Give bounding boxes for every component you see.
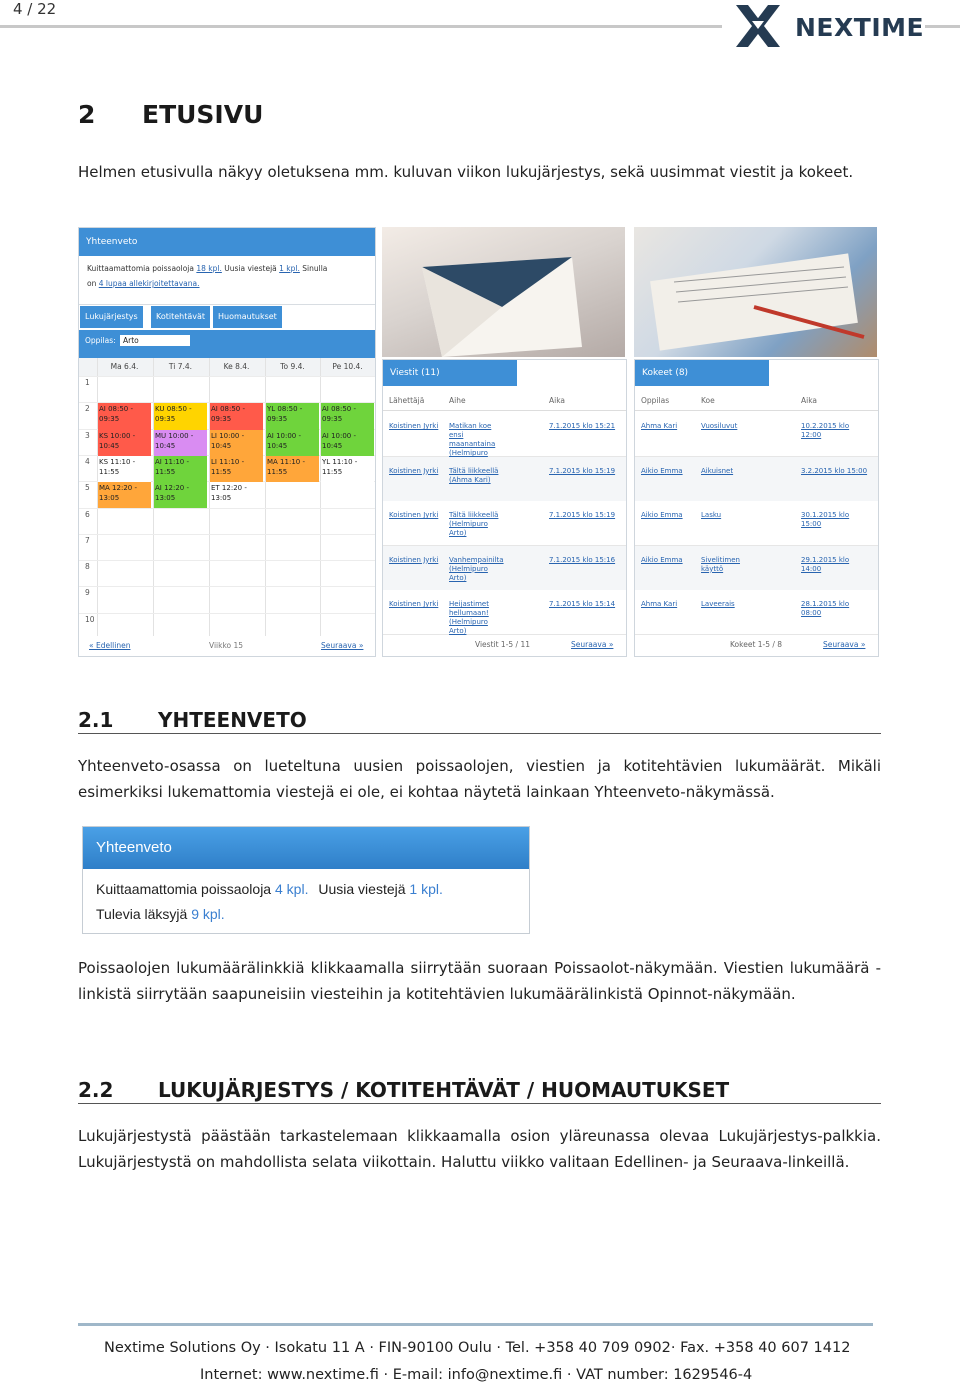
- section-heading: [78, 100, 263, 129]
- table-cell[interactable]: 7.1.2015 klo 15:19: [549, 511, 616, 519]
- subsection-heading-yhteenveto: 2.1 YHTEENVETO: [78, 708, 881, 734]
- hour-label: 1: [85, 378, 90, 387]
- student-select[interactable]: Oppilas: Arto: [85, 335, 190, 346]
- lesson-cell[interactable]: YL 11:10 - 11:55: [321, 456, 374, 482]
- lesson-cell[interactable]: LI 10:00 - 10:45: [210, 430, 263, 456]
- table-cell[interactable]: Koistinen Jyrki: [389, 466, 439, 475]
- table-cell[interactable]: Koistinen Jyrki: [389, 600, 439, 608]
- table-cell[interactable]: Tältä liikkeellä (Helmipuro Arto): [449, 511, 499, 537]
- lesson-cell[interactable]: KS 10:00 - 10:45: [98, 430, 151, 456]
- table-cell[interactable]: Aikio Emma: [641, 466, 683, 475]
- hour-label: 8: [85, 562, 90, 572]
- summary-text: Kuittaamattomia poissaoloja 18 kpl. Uusia viestejä 1 kpl. Sinulla on 4 lupaa allekirjoitettavana.: [79, 256, 375, 305]
- lesson-cell[interactable]: AI 10:00 - 10:45: [266, 430, 319, 456]
- schedule-paragraph: Lukujärjestystä päästään tarkastelemaan klikkaamalla osion yläreunassa olevaa Lukujärjestys-palkkia. Lukujärjestystä on mahdollista selata viikottain. Haluttu viikko valitaan Edellinen- ja Seuraava-linkeillä.: [78, 1127, 881, 1171]
- table-cell[interactable]: Koistinen Jyrki: [389, 422, 439, 430]
- table-header: Koe: [701, 396, 715, 405]
- envelope-image-icon: [382, 227, 625, 357]
- table-header: Lähettäjä: [389, 396, 425, 405]
- frontpage-screenshot-left: [78, 227, 376, 657]
- footer-rule: [78, 1323, 873, 1326]
- hour-label: 4: [85, 456, 90, 466]
- table-cell[interactable]: 7.1.2015 klo 15:21: [549, 422, 616, 430]
- table-cell[interactable]: 3.2.2015 klo 15:00: [801, 466, 868, 475]
- books-image-icon: [634, 227, 877, 357]
- yhteenveto-paragraph: Yhteenveto-osassa on lueteltuna uusien poissaolojen, viestien ja kotitehtävien lukumäärät. Mikäli esimerkiksi lukemattomia viestejä ei ole, ei kohtaa näytetä lainkaan Yhteenveto-näkymässä.: [78, 757, 881, 801]
- envelope-photo: [382, 227, 625, 357]
- grid-column-line: [320, 358, 321, 636]
- week-label: Viikko 15: [209, 641, 244, 650]
- absences-count-link[interactable]: 4 kpl.: [275, 881, 309, 897]
- grid-column-line: [265, 358, 266, 636]
- hour-label: 2: [85, 404, 90, 414]
- nextime-logo: [734, 3, 782, 49]
- table-cell[interactable]: Lasku: [701, 511, 722, 519]
- table-cell[interactable]: Sivelitimen käyttö: [701, 555, 740, 573]
- day-header: Ke 8.4.: [223, 362, 250, 371]
- lesson-cell[interactable]: KS 11:10 - 11:55: [98, 456, 151, 482]
- hour-label: 5: [85, 483, 90, 493]
- table-header-rule: [635, 410, 878, 411]
- subsection-heading-lukujarjestys: 2.2 LUKUJÄRJESTYS / KOTITEHTÄVÄT / HUOMAUTUKSET: [78, 1078, 881, 1104]
- lesson-cell[interactable]: ET 12:20 - 13:05: [210, 482, 263, 508]
- nextime-logo-mark-icon: [734, 3, 782, 49]
- section-number: 2: [78, 100, 96, 129]
- table-cell[interactable]: Vanhempainilta (Helmipuro Arto): [449, 555, 504, 582]
- hour-row-line: [79, 534, 375, 535]
- lesson-cell[interactable]: MA 11:10 - 11:55: [266, 456, 319, 482]
- day-header: Ti 7.4.: [168, 362, 193, 371]
- messages-count: Viestit 1-5 / 11: [475, 640, 531, 649]
- summary-screenshot-bar: Yhteenveto: [83, 827, 529, 869]
- messages-count-link[interactable]: 1 kpl.: [409, 881, 443, 897]
- lesson-cell[interactable]: KU 08:50 - 09:35: [154, 403, 207, 429]
- hour-row-line: [79, 376, 375, 377]
- messages-panel: [382, 359, 627, 657]
- table-cell[interactable]: Aikio Emma: [641, 555, 683, 564]
- lesson-cell[interactable]: LI 11:10 - 11:55: [210, 456, 263, 482]
- table-header: Oppilas: [641, 396, 670, 405]
- table-cell[interactable]: Koistinen Jyrki: [389, 511, 439, 519]
- hour-label: 6: [85, 509, 90, 519]
- summary-screenshot: [82, 826, 530, 934]
- logo-text: NEXTIME: [795, 13, 925, 42]
- header-rule: [62, 25, 722, 28]
- table-row[interactable]: [635, 457, 878, 502]
- table-header: Aika: [549, 396, 566, 405]
- table-cell[interactable]: 7.1.2015 klo 15:16: [549, 555, 616, 564]
- messages-next-link[interactable]: Seuraava »: [571, 640, 614, 649]
- tab-lukujarjestys[interactable]: Lukujärjestys: [80, 306, 143, 328]
- hour-row-line: [79, 560, 375, 561]
- table-cell[interactable]: Aikuisnet: [701, 466, 734, 475]
- table-header: Aika: [801, 396, 818, 405]
- footer-contact-line: Nextime Solutions Oy · Isokatu 11 A · FIN-90100 Oulu · Tel. +358 40 709 0902· Fax. +358 40 607 1412: [104, 1340, 851, 1356]
- table-cell[interactable]: Aikio Emma: [641, 511, 683, 519]
- books-photo: [634, 227, 877, 357]
- table-cell[interactable]: Ahma Kari: [641, 422, 678, 430]
- header-rule-right: [925, 25, 960, 28]
- lesson-cell[interactable]: AI 11:10 - 11:55: [154, 456, 207, 482]
- day-header: To 9.4.: [280, 362, 305, 371]
- table-header-rule: [383, 410, 626, 411]
- table-cell[interactable]: 28.1.2015 klo 08:00: [801, 600, 850, 617]
- lesson-cell[interactable]: AI 08:50 - 09:35: [321, 403, 374, 429]
- table-cell[interactable]: Koistinen Jyrki: [389, 555, 439, 564]
- day-header: Ma 6.4.: [110, 362, 139, 371]
- header-rule-left: [0, 25, 62, 28]
- section-title: ETUSIVU: [142, 100, 264, 129]
- table-cell[interactable]: 29.1.2015 klo 14:00: [801, 555, 850, 573]
- summary-bar: Yhteenveto: [79, 228, 375, 256]
- tab-huomautukset[interactable]: Huomautukset: [213, 306, 282, 328]
- table-header: Aihe: [449, 396, 466, 405]
- table-cell[interactable]: 7.1.2015 klo 15:14: [549, 600, 616, 608]
- table-cell[interactable]: 30.1.2015 klo 15:00: [801, 511, 850, 528]
- lesson-cell[interactable]: AI 08:50 - 09:35: [210, 403, 263, 429]
- table-cell[interactable]: Heijastimet hellumaan! (Helmipuro Arto): [449, 600, 489, 635]
- exams-panel: [634, 359, 879, 657]
- exams-next-link[interactable]: Seuraava »: [823, 640, 866, 649]
- table-cell[interactable]: Vuosiluvut: [701, 422, 738, 430]
- hour-label: 3: [85, 430, 90, 440]
- lesson-cell[interactable]: MA 12:20 - 13:05: [98, 482, 151, 508]
- table-cell[interactable]: 10.2.2015 klo 12:00: [801, 422, 850, 439]
- footer-internet-line: Internet: www.nextime.fi · E-mail: info@nextime.fi · VAT number: 1629546-4: [200, 1367, 753, 1383]
- intro-paragraph: Helmen etusivulla näkyy oletuksena mm. kuluvan viikon lukujärjestys, sekä uusimmat viestit ja kokeet.: [78, 163, 854, 181]
- table-cell[interactable]: 7.1.2015 klo 15:19: [549, 466, 616, 475]
- page-number: 4 / 22: [13, 0, 57, 18]
- hour-row-line: [79, 586, 375, 587]
- exams-title-bar: Kokeet (8): [635, 360, 769, 386]
- lesson-cell[interactable]: AI 12:20 - 13:05: [154, 482, 207, 508]
- tab-kotitehtavat[interactable]: Kotitehtävät: [151, 306, 210, 328]
- summary-screenshot-body: Kuittaamattomia poissaoloja 4 kpl. Uusia viestejä 1 kpl. Tulevia läksyjä 9 kpl.: [96, 881, 443, 922]
- table-cell[interactable]: Tältä liikkeellä (Ahma Kari): [449, 466, 499, 484]
- exams-count: Kokeet 1-5 / 8: [730, 640, 783, 649]
- hour-row-line: [79, 613, 375, 614]
- lesson-cell[interactable]: AI 10:00 - 10:45: [321, 430, 374, 456]
- table-cell[interactable]: Laveerais: [701, 600, 735, 608]
- lesson-cell[interactable]: MU 10:00 - 10:45: [154, 430, 207, 456]
- hour-label: 9: [85, 588, 90, 598]
- hour-label: 7: [85, 535, 90, 545]
- hour-label: 10: [85, 614, 95, 624]
- links-paragraph: Poissaolojen lukumäärälinkkiä klikkaamalla siirrytään suoraan Poissaolot-näkymään. Viestien lukumäärä -linkistä siirrytään saapuneisiin viesteihin ja kotitehtävien lukumäärälinkistä Opinnot-näkymään.: [78, 959, 881, 1003]
- lesson-cell[interactable]: YL 08:50 - 09:35: [266, 403, 319, 429]
- lesson-cell[interactable]: AI 08:50 - 09:35: [98, 403, 151, 429]
- day-header: Pe 10.4.: [332, 362, 363, 371]
- table-cell[interactable]: Matikan koe ensi maanantaina (Helmipuro: [449, 422, 496, 457]
- table-cell[interactable]: Ahma Kari: [641, 600, 678, 608]
- homework-count-link[interactable]: 9 kpl.: [191, 906, 225, 922]
- messages-title-bar: Viestit (11): [383, 360, 517, 386]
- next-week-link[interactable]: Seuraava »: [321, 641, 364, 650]
- prev-week-link[interactable]: « Edellinen: [89, 641, 131, 650]
